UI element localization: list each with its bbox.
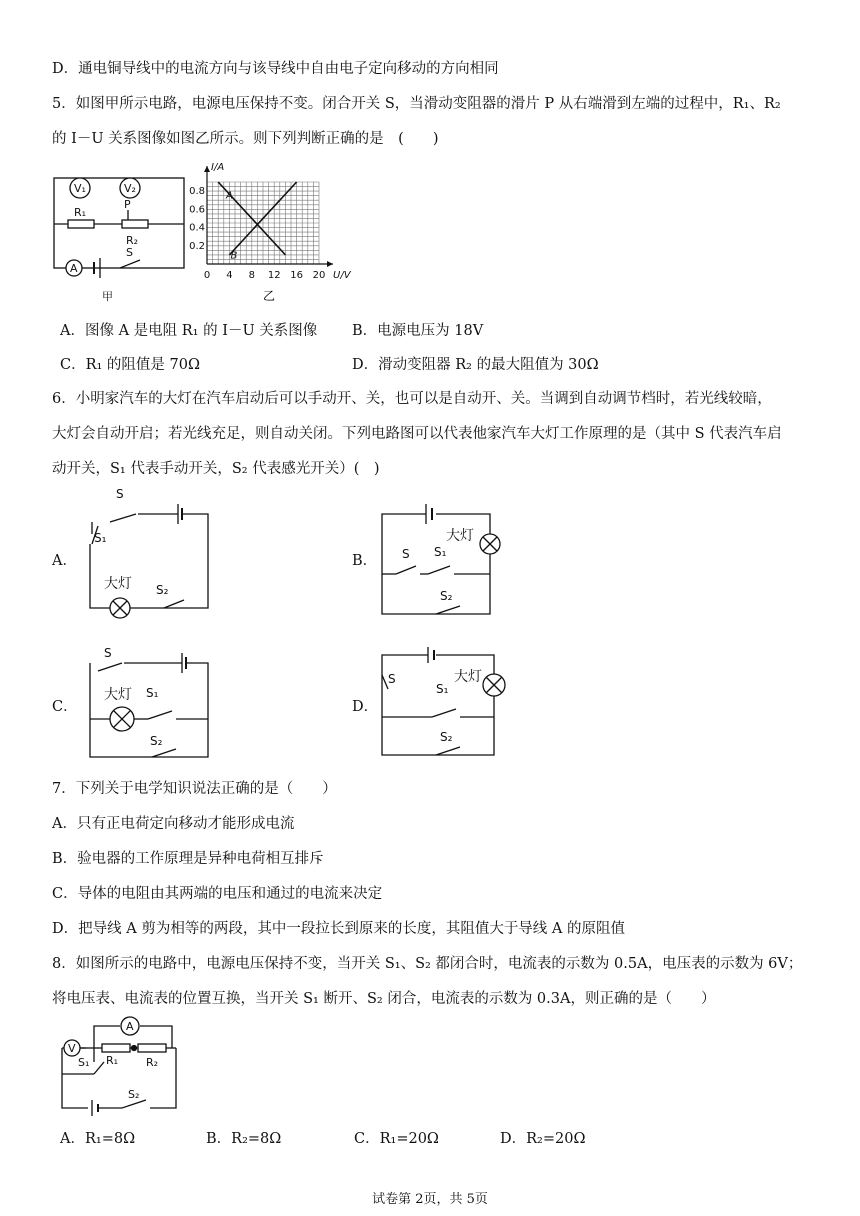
q5-option-c: C．R₁ 的阻值是 70Ω: [60, 357, 201, 373]
series-label-A: A: [226, 190, 233, 202]
q8-s2-label: S₂: [128, 1088, 140, 1101]
q8-s1-label: S₁: [78, 1056, 90, 1069]
q5-option-b: B．电源电压为 18V: [352, 323, 484, 339]
q6a-s-label: S: [116, 487, 124, 501]
q6-stem-line2: 大灯会自动开启；若光线充足，则自动关闭。下列电路图可以代表他家汽车大灯工作原理的是（其中 S 代表汽车启: [52, 426, 782, 442]
q6-circuit-d: [376, 645, 516, 765]
q6-option-c: C．: [52, 699, 78, 715]
q6-option-b: B．: [352, 553, 378, 569]
q6d-s2-label: S₂: [440, 730, 453, 744]
page-footer: 试卷第 2页，共 5页: [372, 1192, 488, 1207]
q7-stem: 7．下列关于电学知识说法正确的是（ ）: [52, 781, 337, 797]
q6a-s2-label: S₂: [156, 583, 169, 597]
x-tick-label: 4: [226, 270, 233, 281]
q7-option-d: D．把导线 A 剪为相等的两段，其中一段拉长到原来的长度，其阻值大于导线 A 的原阻值: [52, 921, 626, 937]
q5-option-d: D．滑动变阻器 R₂ 的最大阻值为 30Ω: [352, 357, 599, 373]
q6d-s-label: S: [388, 672, 396, 686]
q5-v1-label: V₁: [74, 182, 86, 195]
q8-stem-line2: 将电压表、电流表的位置互换，当开关 S₁ 断开、S₂ 闭合，电流表的示数为 0.3A，则正确的是（ ）: [52, 991, 716, 1007]
x-tick-label: 12: [267, 270, 281, 281]
q6-option-a: A．: [52, 553, 77, 569]
y-axis-label: I/A: [211, 162, 225, 173]
series-label-B: B: [230, 250, 238, 262]
q5-circuit-diagram: [48, 172, 198, 307]
x-tick-label: 16: [290, 270, 303, 281]
q4-option-d: D．通电铜导线中的电流方向与该导线中自由电子定向移动的方向相同: [52, 61, 499, 77]
x-tick-label: 0: [203, 270, 211, 281]
q8-r2-label: R₂: [146, 1056, 159, 1069]
q5-ammeter-label: A: [70, 262, 78, 275]
y-tick-label: 0.4: [189, 222, 205, 234]
q5-fig-right-caption: 乙: [263, 289, 276, 303]
q6b-lamp-label: 大灯: [446, 528, 474, 544]
q6-circuit-c: [80, 645, 220, 765]
q6a-s1-label: S₁: [94, 531, 107, 545]
q6b-s2-label: S₂: [440, 589, 453, 603]
q6d-lamp-label: 大灯: [454, 669, 482, 685]
y-tick-label: 0.6: [189, 204, 205, 216]
q6b-s1-label: S₁: [434, 545, 447, 559]
q6c-lamp-label: 大灯: [104, 687, 132, 703]
q8-stem-line1: 8．如图所示的电路中，电源电压保持不变，当开关 S₁、S₂ 都闭合时，电流表的示数为 0.5A，电压表的示数为 6V；: [52, 956, 803, 972]
x-axis-arrow: [327, 261, 333, 267]
y-tick-label: 0.2: [189, 240, 205, 252]
q8-circuit-diagram: [54, 1014, 184, 1116]
x-tick-label: 8: [248, 270, 255, 281]
q6-circuit-a: [80, 484, 220, 614]
y-tick-label: 0.8: [189, 186, 205, 198]
q6a-lamp-label: 大灯: [104, 576, 132, 592]
q8-r1-label: R₁: [106, 1054, 119, 1067]
q5-r1-label: R₁: [74, 206, 87, 219]
q6b-s-label: S: [402, 547, 410, 561]
q7-option-c: C．导体的电阻由其两端的电压和通过的电流来决定: [52, 886, 383, 902]
q5-option-a: A．图像 A 是电阻 R₁ 的 I－U 关系图像: [60, 323, 318, 339]
q6-circuit-b: [376, 498, 506, 618]
q5-stem-line1: 5．如图甲所示电路，电源电压保持不变。闭合开关 S，当滑动变阻器的滑片 P 从右端滑到左端的过程中，R₁、R₂: [52, 96, 781, 112]
q8-voltmeter-label: V: [68, 1042, 76, 1055]
q5-iu-chart: [189, 162, 365, 307]
q5-r2-label: R₂: [126, 234, 139, 247]
y-axis-arrow: [204, 166, 210, 172]
q5-switch-label: S: [126, 246, 133, 259]
chart-grid: [207, 182, 319, 264]
q5-p-label: P: [124, 198, 131, 211]
q6-stem-line3: 动开关，S₁ 代表手动开关，S₂ 代表感光开关）( ): [52, 461, 380, 477]
x-axis-label: U/V: [333, 270, 351, 281]
q7-option-b: B．验电器的工作原理是异种电荷相互排斥: [52, 851, 324, 867]
q5-v2-label: V₂: [124, 182, 136, 195]
q5-fig-left-caption: 甲: [102, 290, 113, 303]
x-tick-label: 20: [312, 270, 326, 281]
q6-stem-line1: 6．小明家汽车的大灯在汽车启动后可以手动开、关，也可以是自动开、关。当调到自动调节档时，若光线较暗，: [52, 391, 772, 407]
q8-ammeter-label: A: [126, 1020, 134, 1033]
q5-stem-line2: 的 I－U 关系图像如图乙所示。则下列判断正确的是 ( ): [52, 131, 439, 147]
q6c-s2-label: S₂: [150, 734, 163, 748]
q6d-s1-label: S₁: [436, 682, 449, 696]
q7-option-a: A．只有正电荷定向移动才能形成电流: [52, 816, 295, 832]
q8-option-d: D．R₂=20Ω: [500, 1131, 586, 1147]
q8-option-a: A．R₁=8Ω: [60, 1131, 136, 1147]
q6c-s1-label: S₁: [146, 686, 159, 700]
q8-option-c: C．R₁=20Ω: [354, 1131, 439, 1147]
q8-option-b: B．R₂=8Ω: [206, 1131, 282, 1147]
q6-option-d: D．: [352, 699, 379, 715]
q6c-s-label: S: [104, 646, 112, 660]
